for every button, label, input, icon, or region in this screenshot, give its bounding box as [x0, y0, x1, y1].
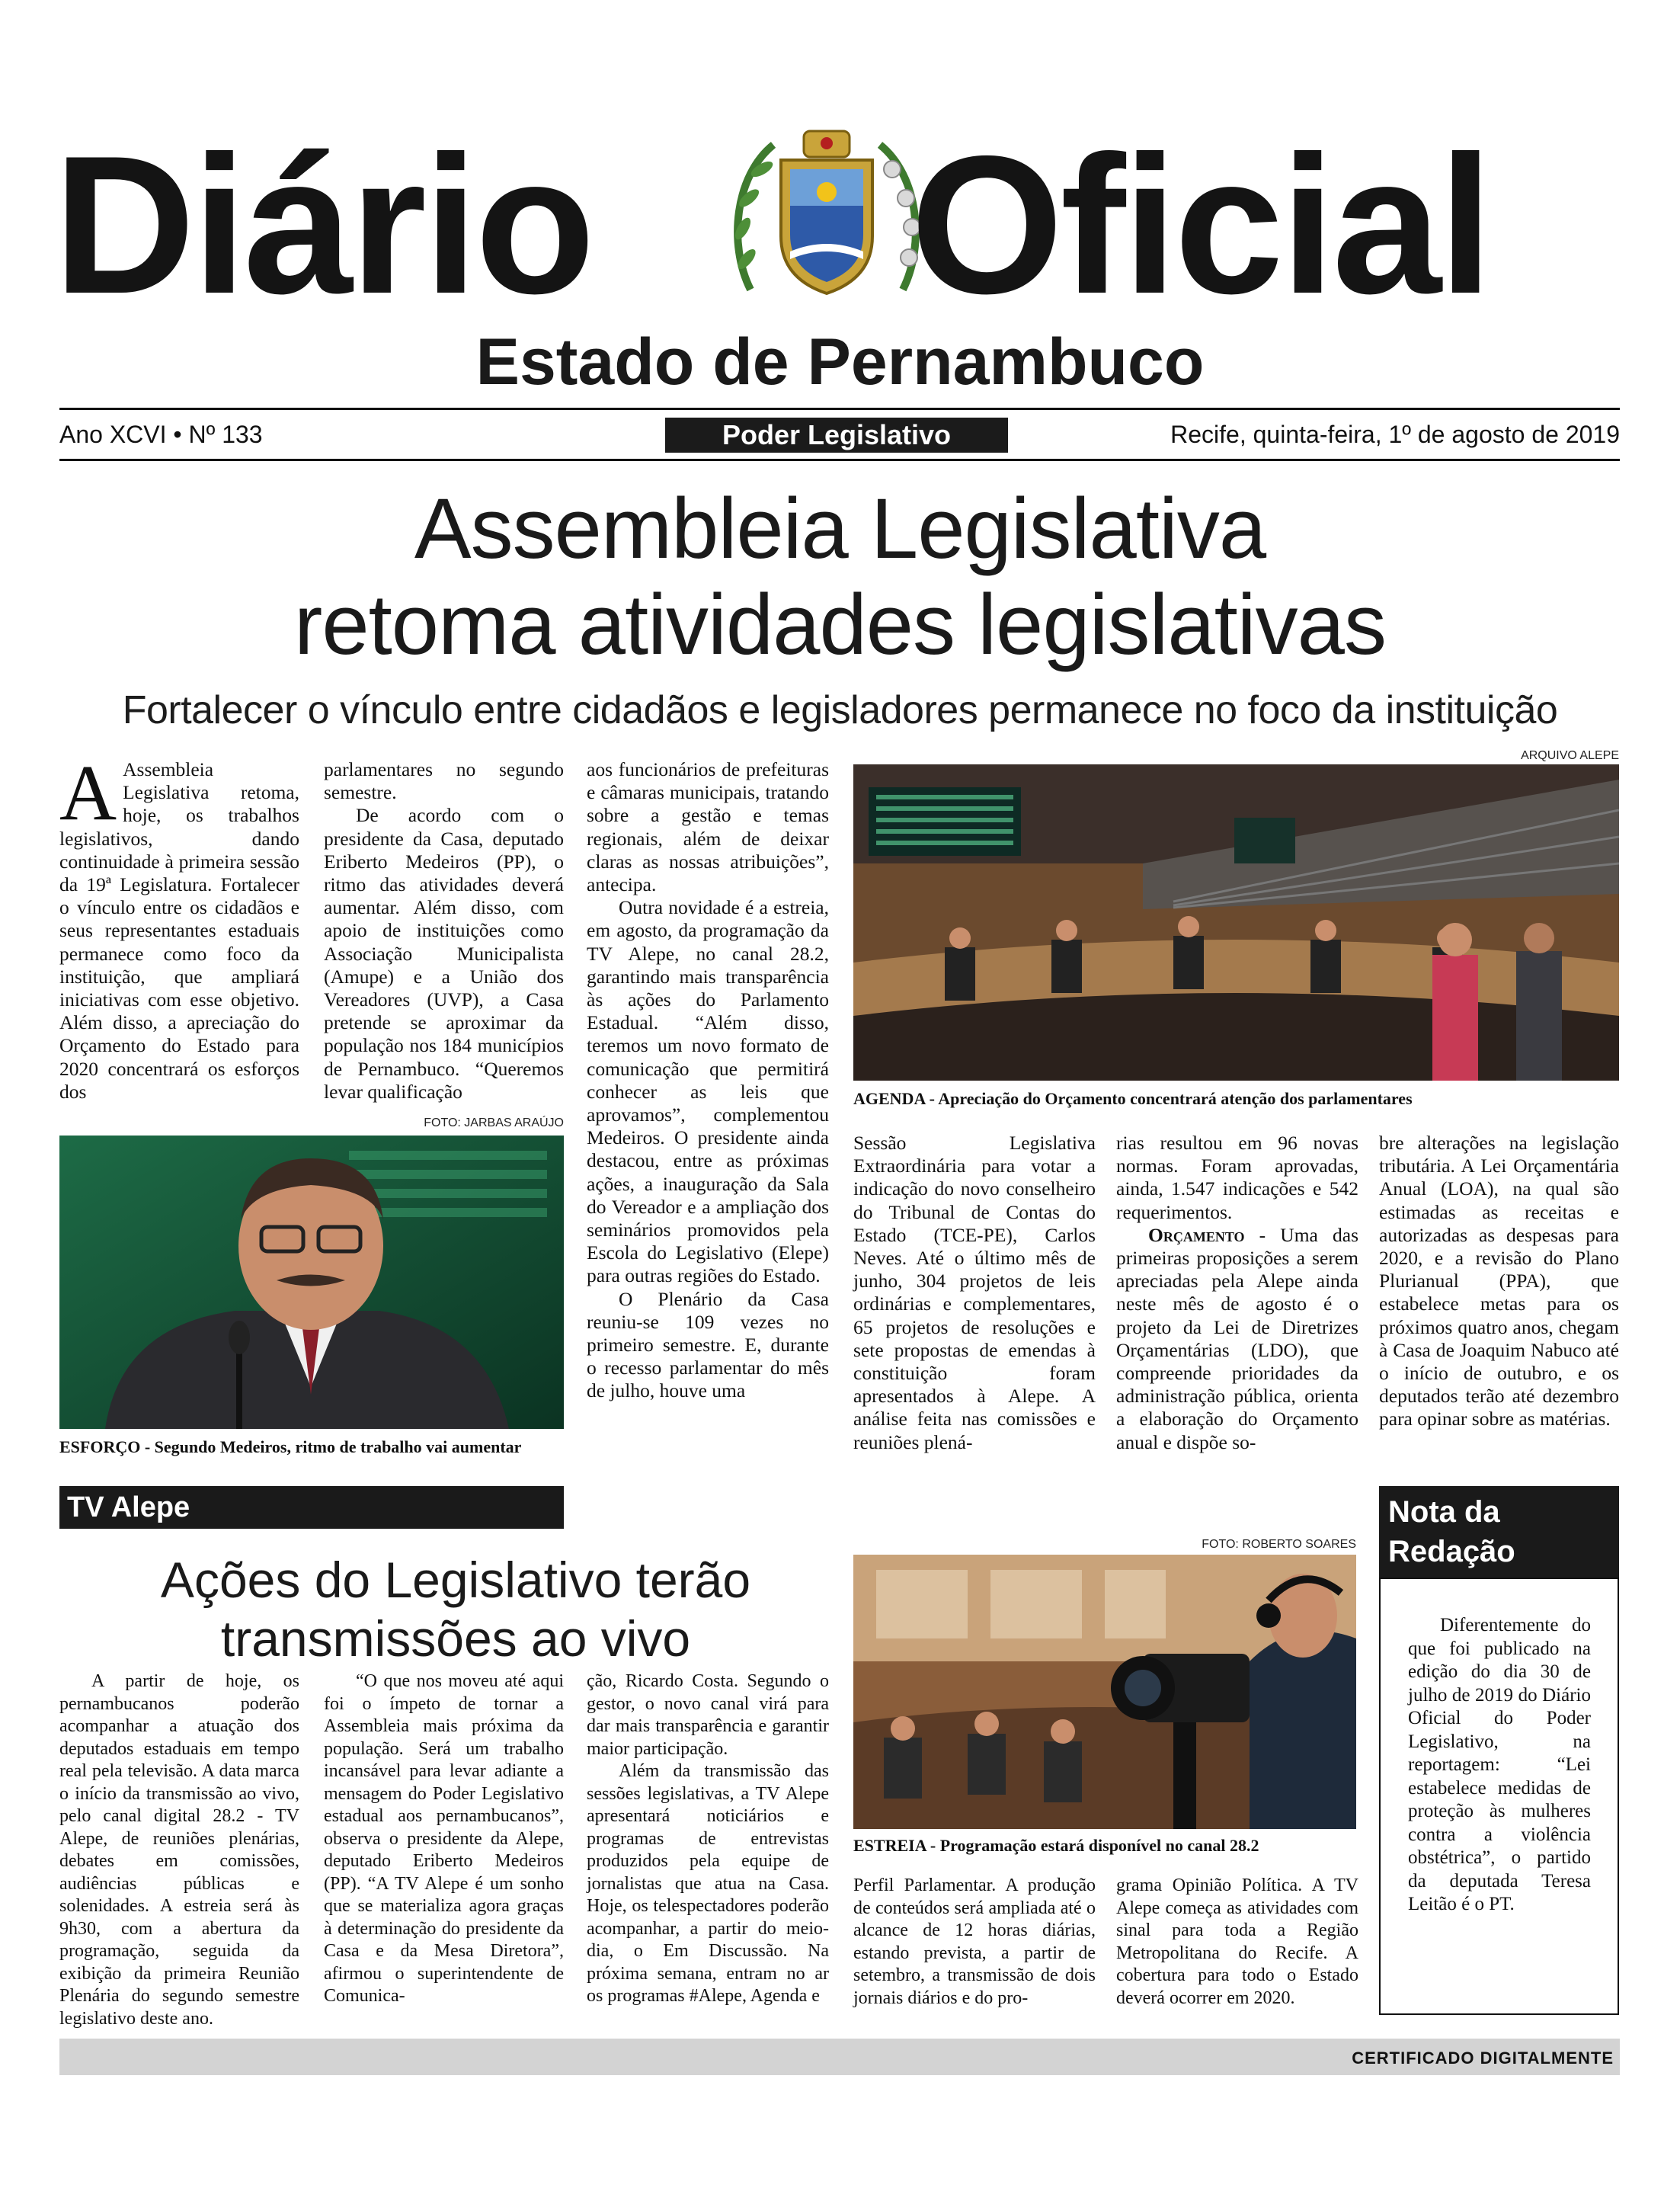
photo-medeiros [59, 1136, 564, 1429]
caption-plenary: AGENDA - Apreciação do Orçamento concentrará atenção dos parlamentares [853, 1089, 1413, 1108]
main-col-3-p2: Outra novidade é a estreia, em agosto, da programação da TV Alepe, no canal 28.2, garantindo mais transparência às ações do Parlamento Estadual. “Além disso, teremos um novo formato de comunicação que permitirá conhecer as leis que aprovamos”, complementou Medeiros. O presidente ainda destacou, entre as próximas ações, a inauguração da Sala do Vereador e a ampliação dos seminários promovidos pela Escola do Legislativo (Elepe) para outras regiões do Estado. [587, 896, 829, 1287]
main-col-3-p1: aos funcionários de prefeituras e câmaras municipais, tratando sobre a gestão e temas regionais, além de deixar claras as nossas atribuições”, antecipa. [587, 758, 829, 896]
nota-text: Diferentemente do que foi publicado na edição do dia 30 de julho de 2019 do Diário Oficial do Poder Legislativo, na reportagem: “Lei estabelece medidas de proteção às mulheres contra a violência obstétrica”, o partido da deputada Teresa Leitão é o PT. [1408, 1615, 1591, 1914]
issue-bar [59, 412, 1620, 457]
main-col-5-p2: - Uma das primeiras proposições a serem apreciadas pela Alepe ainda neste mês de agosto é o projeto da Lei de Diretrizes Orçamentárias (LDO), que compreende prioridades da administração pública, orienta a elaboração do Orçamento anual e dispõe so- [1116, 1223, 1358, 1453]
tv-col-1 [59, 1670, 299, 2030]
nota-tag [1379, 1486, 1619, 1578]
main-deck: Fortalecer o vínculo entre cidadãos e legisladores permanece no foco da instituição [122, 688, 1558, 732]
tv-col-3 [587, 1670, 829, 2008]
masthead-title-left: Diário [53, 114, 593, 335]
masthead-title-right: Oficial [910, 114, 1490, 335]
tv-headline-line1: Ações do Legislativo terão [160, 1552, 751, 1608]
main-col-5-p1: rias resultou em 96 novas normas. Foram aprovadas, ainda, 1.547 indicações e 542 requerimentos. [1116, 1132, 1358, 1223]
main-col-5 [1116, 1132, 1358, 1454]
main-col-6 [1379, 1132, 1619, 1431]
photo-plenary [853, 764, 1619, 1081]
nota-body [1408, 1614, 1591, 1917]
bottom-rule [59, 459, 1620, 461]
main-col-1-text: Assembleia Legislativa retoma, hoje, os trabalhos legislativos, dando continuidade à primeira sessão da 19ª Legislatura. Fortalecer o vínculo entre os cidadãos e seus representantes estaduais permanece como foco da instituição, que ampliará iniciativas com esse objetivo. Além disso, a apreciação do Orçamento do Estado para 2020 concentrará os esforços dos [59, 758, 299, 1103]
tv-col-4-p1: Perfil Parlamentar. A produção de conteúdos será ampliada até o alcance de 12 horas diárias, estando prevista, a partir de setembro, a transmissão de dois jornais diários e do pro- [853, 1875, 1096, 2008]
tv-headline-line2: transmissões ao vivo [220, 1610, 691, 1667]
top-rule [59, 408, 1620, 410]
tv-col-4 [853, 1875, 1096, 2010]
main-col-2-p1: parlamentares no segundo semestre. [324, 758, 564, 804]
photo-credit-jarbas: FOTO: JARBAS ARAÚJO [424, 1116, 564, 1129]
main-headline-line2: retoma atividades legislativas [294, 577, 1386, 672]
tv-col-3-p1: ção, Ricardo Costa. Segundo o gestor, o novo canal virá para dar mais transparência e garantir maior participação. [587, 1671, 829, 1759]
main-col-2 [324, 758, 564, 1104]
tv-col-2-p1: “O que nos moveu até aqui foi o ímpeto de tornar a Assembleia mais próxima da população. Será um trabalho incansável para levar adiante a mensagem do Poder Legislativo estadual aos pernambucanos”, observa o presidente da Alepe, deputado Eriberto Medeiros (PP). “A TV Alepe é um sonho que se materializa agora graças à determinação do presidente da Casa e da Mesa Diretora”, afirmou o superintendente de Comunica- [324, 1671, 564, 2006]
tv-col-5 [1116, 1875, 1358, 2010]
caption-camera: ESTREIA - Programação estará disponível no canal 28.2 [853, 1836, 1259, 1855]
main-col-4-p1: Sessão Legislativa Extraordinária para votar a indicação do novo conselheiro do Tribunal de Contas do Estado (TCE-PE), Carlos Neves. Até o último mês de junho, 304 projetos de leis ordinárias e complementares, 65 projetos de resoluções e sete propostas de emendas à constituição foram apresentados à Alepe. A análise feita nas comissões e reuniões plená- [853, 1132, 1096, 1453]
dateline: Recife, quinta-feira, 1º de agosto de 2019 [1170, 421, 1620, 448]
main-headline-line1: Assembleia Legislativa [414, 481, 1266, 576]
pernambuco-coat-of-arms-icon [720, 130, 933, 301]
main-col-5-lead: Orçamento [1148, 1223, 1245, 1246]
tv-col-1-p1: A partir de hoje, os pernambucanos poderão acompanhar a atuação dos deputados estaduais em tempo real pela televisão. A data marca o início da transmissão ao vivo, pelo canal digital 28.2 - TV Alepe, de reuniões plenárias, debates em comissões, audiências públicas e solenidades. A estreia será às 9h30, com a abertura da programação, seguida da exibição da primeira Reunião Plenária do segundo semestre legislativo deste ano. [59, 1671, 299, 2029]
issue-number: Ano XCVI • Nº 133 [59, 421, 263, 448]
tv-alepe-tag: TV Alepe [59, 1486, 564, 1529]
tv-col-2 [324, 1670, 564, 2008]
nota-tag-line1: Nota da [1388, 1495, 1500, 1529]
dropcap: A [59, 749, 117, 837]
main-col-6-p1: bre alterações na legislação tributária. A Lei Orçamentária Anual (LOA), na qual são estimadas as receitas e autorizadas as despesas para 2020, e a revisão do Plano Plurianual (PPA), que estabelece metas para os próximos quatro anos, chegam à Casa de Joaquim Nabuco até o início de outubro, e os deputados terão até dezembro para opinar sobre as matérias. [1379, 1132, 1619, 1430]
main-col-1 [59, 749, 299, 1104]
masthead-subtitle: Estado de Pernambuco [475, 325, 1205, 399]
section-badge: Poder Legislativo [665, 418, 1008, 453]
tv-col-5-p1: grama Opinião Política. A TV Alepe começa as atividades com sinal para toda a Região Metropolitana do Recife. A cobertura para todo o Estado deverá ocorrer em 2020. [1116, 1875, 1358, 2008]
caption-medeiros: ESFORÇO - Segundo Medeiros, ritmo de trabalho vai aumentar [59, 1437, 522, 1456]
main-col-2-p2: De acordo com o presidente da Casa, deputado Eriberto Medeiros (PP), o ritmo das atividades deverá aumentar. Além disso, com apoio de instituições como Associação Municipalista (Amupe) e a União dos Vereadores (UVP), a Casa pretende se aproximar da população nos 184 municípios de Pernambuco. “Queremos levar qualificação [324, 804, 564, 1103]
footer-certified: CERTIFICADO DIGITALMENTE [1352, 2048, 1614, 2068]
tv-col-3-p2: Além da transmissão das sessões legislativas, a TV Alepe apresentará noticiários e programas de entrevistas produzidos pela equipe de jornalistas que atua na Casa. Hoje, os telespectadores poderão acompanhar, a partir do meio-dia, o Em Discussão. Na próxima semana, entram no ar os programas #Alepe, Agenda e [587, 1761, 829, 2006]
photo-camera [853, 1555, 1356, 1829]
photo-credit-roberto: FOTO: ROBERTO SOARES [1202, 1538, 1356, 1551]
main-col-3-p3: O Plenário da Casa reuniu-se 109 vezes no primeiro semestre. E, durante o recesso parlamentar do mês de julho, houve uma [587, 1287, 829, 1402]
main-col-4 [853, 1132, 1096, 1454]
photo-credit-arquivo: ARQUIVO ALEPE [1521, 749, 1619, 762]
masthead [53, 114, 1630, 335]
main-col-3 [587, 758, 829, 1403]
nota-tag-line2: Redação [1388, 1535, 1515, 1568]
